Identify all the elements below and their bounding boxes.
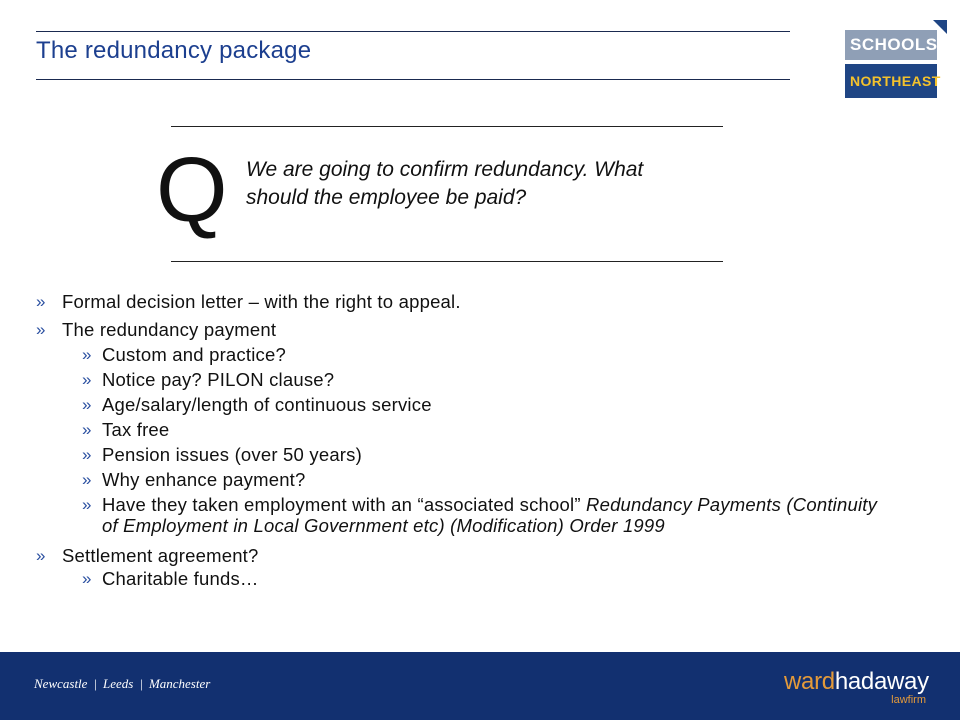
sub-bullet-notice [36, 369, 936, 390]
office-manchester: Manchester [148, 676, 211, 691]
bullet-text: The redundancy payment [62, 319, 277, 340]
bullet-marker: » [82, 445, 92, 464]
brand-wordmark [784, 668, 934, 696]
logo-schools-text: SCHOOLS [845, 30, 937, 60]
bullet-marker: » [36, 546, 46, 565]
bullet-text: Age/salary/length of continuous service [102, 394, 432, 415]
question-line-2: should the employee be paid? [246, 186, 527, 209]
bullet-marker: » [36, 292, 46, 311]
bullet-marker: » [36, 320, 46, 339]
bullet-formal-letter [36, 290, 936, 314]
header-rule-top [36, 31, 790, 32]
separator: | [93, 676, 98, 691]
sub-bullet-pension [36, 444, 936, 465]
question-text [246, 156, 766, 212]
question-rule-bottom [171, 261, 723, 262]
bullet-marker: » [82, 345, 92, 364]
footer-offices [34, 676, 210, 692]
brand-lawfirm: lawfirm [891, 694, 926, 706]
page-title: The redundancy package [36, 37, 312, 64]
bullet-text: Pension issues (over 50 years) [102, 444, 362, 465]
bullet-marker: » [82, 569, 92, 588]
bullet-settlement [36, 544, 936, 568]
office-newcastle: Newcastle [34, 676, 88, 691]
separator: | [139, 676, 143, 691]
brand-ward: ward [784, 668, 835, 695]
bullet-text: Custom and practice? [102, 344, 286, 365]
wardhadaway-logo [784, 668, 934, 708]
bullet-text: Tax free [102, 419, 170, 440]
sub-bullet-custom [36, 344, 936, 365]
bullet-text: Why enhance payment? [102, 469, 306, 490]
office-leeds: Leeds [103, 676, 134, 691]
logo-corner-icon [933, 20, 947, 34]
schools-northeast-logo [845, 20, 947, 100]
bullet-text: Notice pay? PILON clause? [102, 369, 335, 390]
bullet-list [36, 290, 936, 593]
bullet-text: Charitable funds… [102, 568, 259, 589]
bullet-marker: » [82, 395, 92, 414]
header-rule-bottom [36, 79, 790, 80]
question-letter: Q [156, 139, 228, 241]
bullet-redundancy-payment [36, 318, 936, 342]
bullet-marker: » [82, 470, 92, 489]
bullet-order-title: Redundancy Payments (Continuity of Employment in Local Government etc) (Modification) Order 1999 [102, 494, 878, 536]
sub-bullet-charitable [36, 568, 936, 589]
bullet-marker: » [82, 420, 92, 439]
sub-bullet-tax [36, 419, 936, 440]
bullet-text: Have they taken employment with an “associated school” [102, 494, 587, 515]
bullet-text: Settlement agreement? [62, 545, 259, 566]
brand-hadaway: hadaway [834, 668, 929, 695]
bullet-marker: » [82, 370, 92, 389]
bullet-marker: » [82, 495, 92, 514]
sub-bullet-enhance [36, 469, 936, 490]
question-line-1: We are going to confirm redundancy. What [246, 158, 644, 181]
footer-bar [0, 652, 960, 720]
logo-northeast-text: NORTHEAST [845, 64, 937, 98]
question-rule-top [171, 126, 723, 127]
sub-bullet-age [36, 394, 936, 415]
sub-bullet-associated-school [36, 494, 936, 536]
bullet-text: Formal decision letter – with the right to appeal. [62, 291, 461, 312]
